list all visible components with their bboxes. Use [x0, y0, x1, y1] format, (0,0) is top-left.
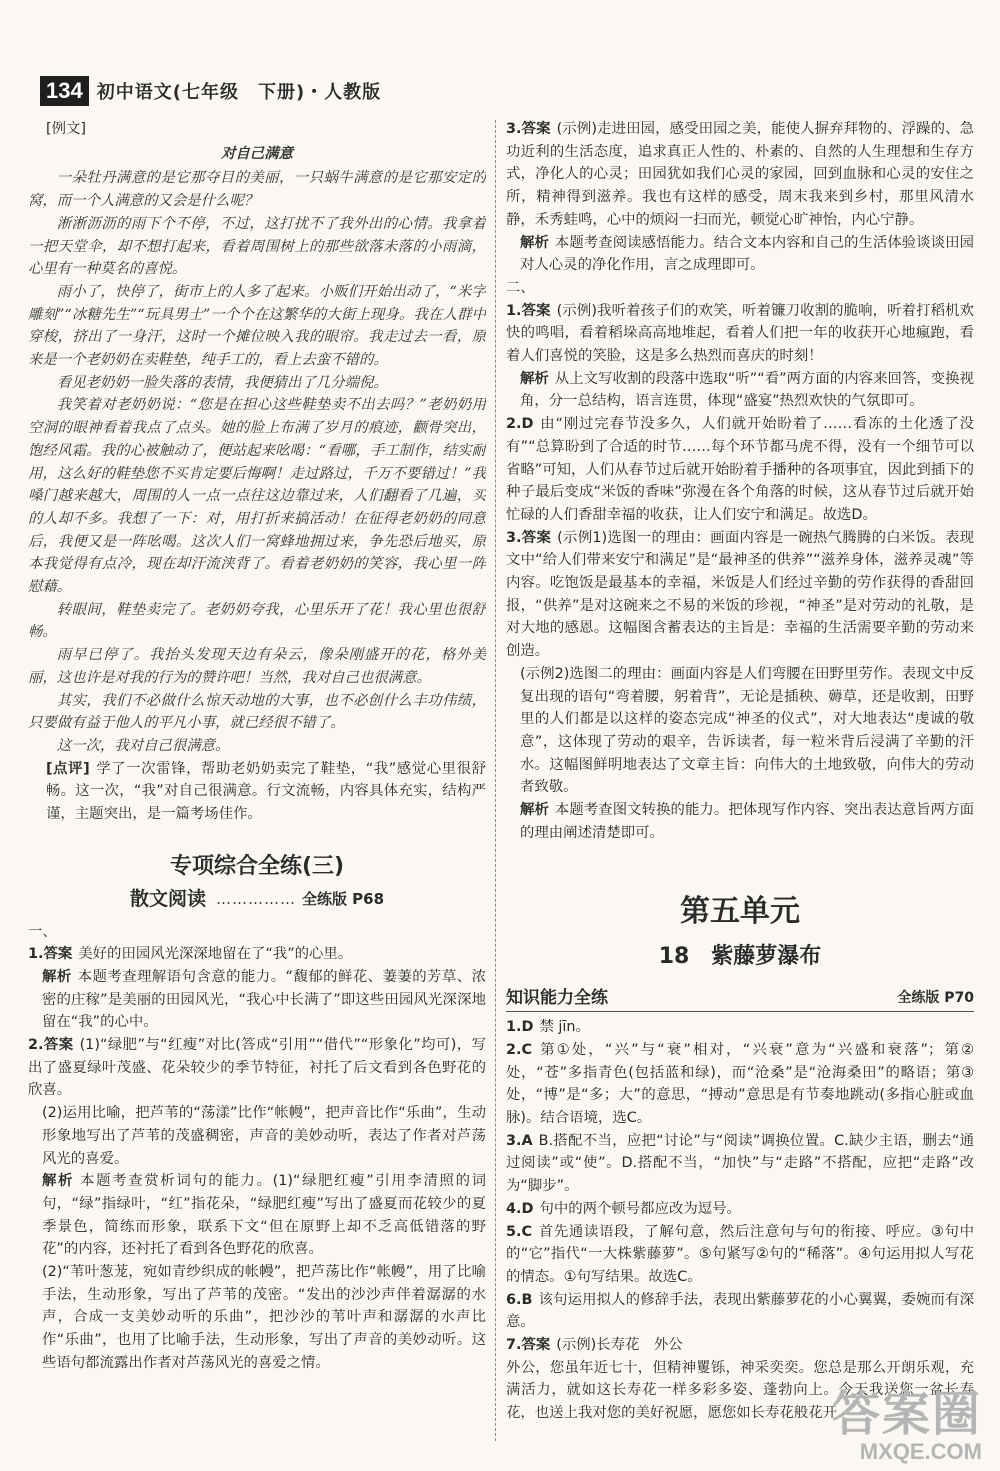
leader-dots: …………… [215, 889, 296, 908]
k-item [506, 1198, 974, 1221]
essay-paragraph: 看见老奶奶一脸失落的表情，我便猜出了几分端倪。 [56, 374, 388, 391]
k-item-text: (示例)长寿花 外公 [556, 1337, 683, 1354]
lesson-title: 18 紫藤萝瀑布 [658, 943, 822, 969]
k-item [506, 1221, 974, 1289]
answer-label: 3.答案 [506, 121, 551, 137]
k-item-label: 6.B [506, 1291, 533, 1308]
answer-text: (示例)走进田园，感受田园之美，能使人摒弃拜物的、浮躁的、急功近利的生活态度，追求真正人性的、朴素的、自然的人生理想和生存方式，净化人的心灵；田园犹如我们心灵的家园，回到血脉和心灵的安住之所，精神得到滋养。我也有这样的感受，周末我来到乡村，那里风清水静，禾秀蛙鸣，心中的烦闷一扫而光，顿觉心旷神怡，内心宁静。 [506, 121, 974, 228]
analysis-r3 [520, 799, 974, 844]
answer-3 [506, 118, 974, 232]
answer-text: 美好的田园风光深深地留在了“我”的心里。 [78, 946, 353, 963]
essay-paragraph: 转眼间，鞋垫卖完了。老奶奶夸我，心里乐开了花！我心里也很舒畅。 [28, 601, 486, 641]
page-header [40, 76, 381, 106]
answer-2 [28, 1034, 486, 1102]
subsection-bar [28, 888, 486, 911]
k-item-7-text: 外公，您虽年近七十，但精神矍铄，神采奕奕。您总是那么开朗乐观，充满活力，就如这长寿花一样多彩多姿、蓬勃向上。今天我送您一盆长寿花，也送上我对您的美好祝愿，愿您如长寿花般花开 [506, 1359, 974, 1422]
answer-text: (示例)我听着孩子们的欢笑，听着镰刀收割的脆响，听着打稻机欢快的鸣唱，看着稻垛高高地堆起，看着人们把一年的收获开心地瘋跑，看着人们喜悦的笑脸，这是多么热烈而喜庆的时刻！ [506, 302, 974, 365]
answer-text: 由“刚过完春节没多久，人们就开始盼着了……看冻的土化透了没有”“总算盼到了合适的时节……每个环节都马虎不得，没有一个细节可以省略”可知，人们从春节过后就开始盼着手播种的各项事宜，因此到插下的种子最后变成“米饭的香味”弥漫在各个角落的时候，这从春节过后就开始忙碌的人们香甜幸福的收获，让人们安宁和满足。故选D。 [506, 416, 974, 523]
analysis-2-part-2: (2)“苇叶葱茏，宛如青纱织成的帐幔”，把芦荡比作“帐幔”，用了比喻手法，生动形象，写出了芦苇的茂密。“发出的沙沙声伴着潺潺的水声，合成一支美妙动听的乐曲”，把沙沙的苇叶声和潺潺的水声比作“乐曲”，也用了比喻手法，生动形象，写出了声音的美妙动听。这些语句都流露出作者对芦荡风光的喜爱之情。 [42, 1264, 486, 1371]
k-item [506, 1016, 974, 1039]
analysis-text: 本题考查阅读感悟能力。结合文本内容和自己的生活体验谈谈田园对人心灵的净化作用，言之成理即可。 [520, 234, 974, 274]
analysis-text: 本题考查理解语句含意的能力。“馥郁的鲜花、萋萋的芳草、浓密的庄稼”是美丽的田园风光，“我心中长满了”即这些田园风光深深地留在“我”的心中。 [42, 968, 486, 1031]
analysis-label: 解析 [42, 968, 72, 985]
essay-paragraph: 我笑着对老奶奶说：“您是在担心这些鞋垫卖不出去吗？”老奶奶用空洞的眼神看着我点了点头。她的脸上布满了岁月的痕迹，颧骨突出，饱经风霜。我的心被触动了，便站起来吆喝：“看哪，手工制作，结实耐用，这么好的鞋垫您不买肯定要后悔啊！走过路过，千万不要错过！”我嗓门越来越大，周围的人一点一点往这边靠过来，人们翻看了几遍，买的人却不多。我想了一下：对，用打折来搞活动！在征得老奶奶的同意后，我便又是一阵吆喝。这次人们一窝蜂地拥过来，争先恐后地买，原本我觉得有点冷，现在却汗流浃背了。看着老奶奶的笑容，我心里一阵慰藉。 [28, 397, 486, 596]
analysis-text: 从上文写收割的段落中选取“听”“看”两方面的内容来回答，变换视角，分一总结构，语言连贯，体现“盛宴”热烈欢快的气氛即可。 [520, 370, 974, 410]
k-item-text: 句中的两个顿号都应改为逗号。 [539, 1200, 741, 1217]
k-item-text: 该句运用拟人的修辞手法，表现出紫藤萝花的小心翼翼，委婉而有深意。 [506, 1291, 974, 1331]
k-item-text: 禁 jīn。 [539, 1019, 590, 1036]
k-item-label: 3.A [506, 1132, 533, 1149]
answer-label: 1.答案 [506, 302, 551, 319]
essay-paragraph: 这一次，我对自己很满意。 [56, 737, 230, 754]
analysis-r1 [520, 368, 974, 413]
analysis-3 [520, 232, 974, 277]
answer-r3 [506, 527, 974, 663]
k-item [506, 1289, 974, 1334]
essay-body [28, 167, 486, 757]
answer-text: (1)“绿肥”与“红瘦”对比(答成“引用”“借代”“形象化”均可)，写出了盛夏绿叶茂盛、花朵较少的季节特征，衬托了后文看到各色野花的欣喜。 [28, 1037, 486, 1099]
answer-r2 [506, 413, 974, 527]
left-column [28, 118, 486, 1463]
watermark [831, 1386, 982, 1465]
answer-label: 3.答案 [506, 529, 552, 546]
part-one-label: 一、 [28, 923, 57, 940]
k-item-text: 第①处，“兴”与“衰”相对，“兴衰”意为“兴盛和衰落”；第②处，“苍”多指青色(包括蓝和绿)，而“沧桑”是“沧海桑田”的略语；第③处，“博”是“多；大”的意思，“搏动”意思是有节奏地跳动(多指心脏或血脉)。结合语境，选C。 [506, 1041, 974, 1127]
example-label: [例文] [46, 121, 87, 137]
analysis-2 [42, 1170, 486, 1261]
knowledge-title: 知识能力全练 [506, 987, 608, 1008]
answer-r1 [506, 300, 974, 368]
analysis-label: 解析 [520, 802, 549, 819]
analysis-label: 解析 [520, 370, 549, 387]
essay-paragraph: 雨早已停了。我抬头发现天边有朵云，像朵刚盛开的花，格外美丽，这也许是对我的行为的赞许吧！当然，我对自己也很满意。 [28, 647, 486, 686]
answer-label: 1.答案 [28, 946, 73, 963]
k-item [506, 1130, 974, 1198]
answer-2-part-2: (2)运用比喻，把芦苇的“荡漾”比作“帐幔”，把声音比作“乐曲”，生动形象地写出了芦苇的茂盛稠密，声音的美妙动听，表达了作者对芦荡风光的喜爱。 [42, 1105, 486, 1167]
k-item-label: 2.C [506, 1041, 533, 1058]
column-divider [495, 120, 496, 1441]
k-item-text: B.搭配不当，应把“讨论”与“阅读”调换位置。C.缺少主语，删去“通过阅读”或“使”。D.搭配不当，“加快”与“走路”不搭配，应把“走路”改为“脚步”。 [506, 1132, 974, 1195]
k-item [506, 1039, 974, 1130]
k-item-text: 首先通读语段，了解句意，然后注意句与句的衔接、呼应。③句中的“它”指代“一大株紫藤萝”。⑤句紧写②句的“稀落”。④句运用拟人写花的情态。①句写结果。故选C。 [506, 1223, 974, 1285]
analysis-label: 解析 [520, 234, 549, 251]
answer-label: 2.D [506, 416, 534, 433]
essay-paragraph: 一朵牡丹满意的是它那夺目的美丽，一只蜗牛满意的是它那安定的窝，而一个人满意的又会是什么呢？ [28, 170, 486, 210]
analysis-text: 本题考查图文转换的能力。把体现写作内容、突出表达意旨两方面的理由阐述清楚即可。 [520, 802, 974, 841]
section-title: 专项综合全练(三) [169, 853, 345, 879]
essay-title: 对自己满意 [221, 144, 293, 162]
comment [46, 758, 486, 826]
watermark-logo: 答案圈 [831, 1386, 982, 1442]
analysis-1 [42, 966, 486, 1034]
comment-label: [点评] [46, 760, 90, 777]
knowledge-ref: 全练版 P70 [897, 989, 974, 1006]
part-two-label: 二、 [506, 279, 535, 296]
k-item-label: 4.D [506, 1200, 534, 1217]
knowledge-bar [506, 987, 974, 1013]
analysis-label: 解析 [42, 1173, 75, 1190]
essay-paragraph: 雨小了，快停了，街市上的人多了起来。小贩们开始出动了，“米字雕刻”“冰糖先生”“玩具男士”一个个在这繁华的大街上现身。我在人群中穿梭，挤出了一身汗，这时一个摊位映入我的眼帘。我走过去一看，原来是一个老奶奶在卖鞋垫，纯手工的，看上去蛮不错的。 [28, 283, 486, 369]
answer-r3-example-2: (示例2)选图二的理由：画面内容是人们弯腰在田野里劳作。表现文中反复出现的语句“弯着腰，躬着背”，无论是插秧、薅草，还是收割，田野里的人们都是以这样的姿态完成“神圣的仪式”，对大地表达“虔诚的敬意”，这体现了劳动的艰辛，告诉读者，每一粒米背后浸满了辛勤的汗水。这幅图鲜明地表达了文章主旨：向伟大的土地致敬，向伟大的劳动者致敬。 [520, 665, 974, 796]
answer-text: (示例1)选图一的理由：画面内容是一碗热气腾腾的白米饭。表现文中“给人们带来安宁和满足”是“最神圣的供养”“滋养身体，滋养灵魂”等内容。吃饱饭是最基本的幸福，米饭是人们经过辛勤的劳作获得的香甜回报，“供养”是对这碗来之不易的米饭的珍视，“神圣”是对劳动的礼敬，是对大地的感恩。这幅图含蓄表达的主旨是：幸福的生活需要辛勤的劳动来创造。 [506, 529, 974, 660]
essay-paragraph: 淅淅沥沥的雨下个不停，不过，这打扰不了我外出的心情。我拿着一把天堂伞，却不想打起来，看着周围树上的那些欲落未落的小雨滴，心里有一种莫名的喜悦。 [28, 215, 486, 278]
k-item-label: 1.D [506, 1019, 534, 1036]
right-column [506, 118, 974, 1463]
unit-title: 第五单元 [680, 893, 800, 929]
answer-label: 2.答案 [28, 1037, 74, 1054]
watermark-url: MXQE.COM [859, 1439, 982, 1464]
k-item [506, 1334, 974, 1357]
k-item-label: 5.C [506, 1223, 533, 1240]
subsection-ref: 全练版 P68 [301, 889, 385, 908]
k-item-label: 7.答案 [506, 1337, 551, 1354]
subsection-title: 散文阅读 [129, 887, 206, 910]
page-number: 134 [40, 76, 89, 106]
answer-1 [28, 943, 486, 966]
comment-text: 学了一次雷锋，帮助老奶奶卖完了鞋垫，“我”感觉心里很舒畅。这一次，“我”对自己很满意。行文流畅，内容具体充实，结构严谨，主题突出，是一篇考场佳作。 [46, 760, 486, 823]
book-title: 初中语文(七年级 下册)・人教版 [96, 82, 382, 103]
analysis-text: 本题考查赏析词句的能力。(1)“绿肥红瘦”引用李清照的词句，“绿”指绿叶，“红”指花朵，“绿肥红瘦”写出了盛夏而花较少的夏季景色，简练而形象，联系下文“但在原野上却不乏高低错落的野花”的内容，还衬托了看到各色野花的欣喜。 [42, 1173, 486, 1258]
essay-paragraph: 其实，我们不必做什么惊天动地的大事，也不必创什么丰功伟绩，只要做有益于他人的平凡小事，就已经很不错了。 [28, 692, 486, 732]
